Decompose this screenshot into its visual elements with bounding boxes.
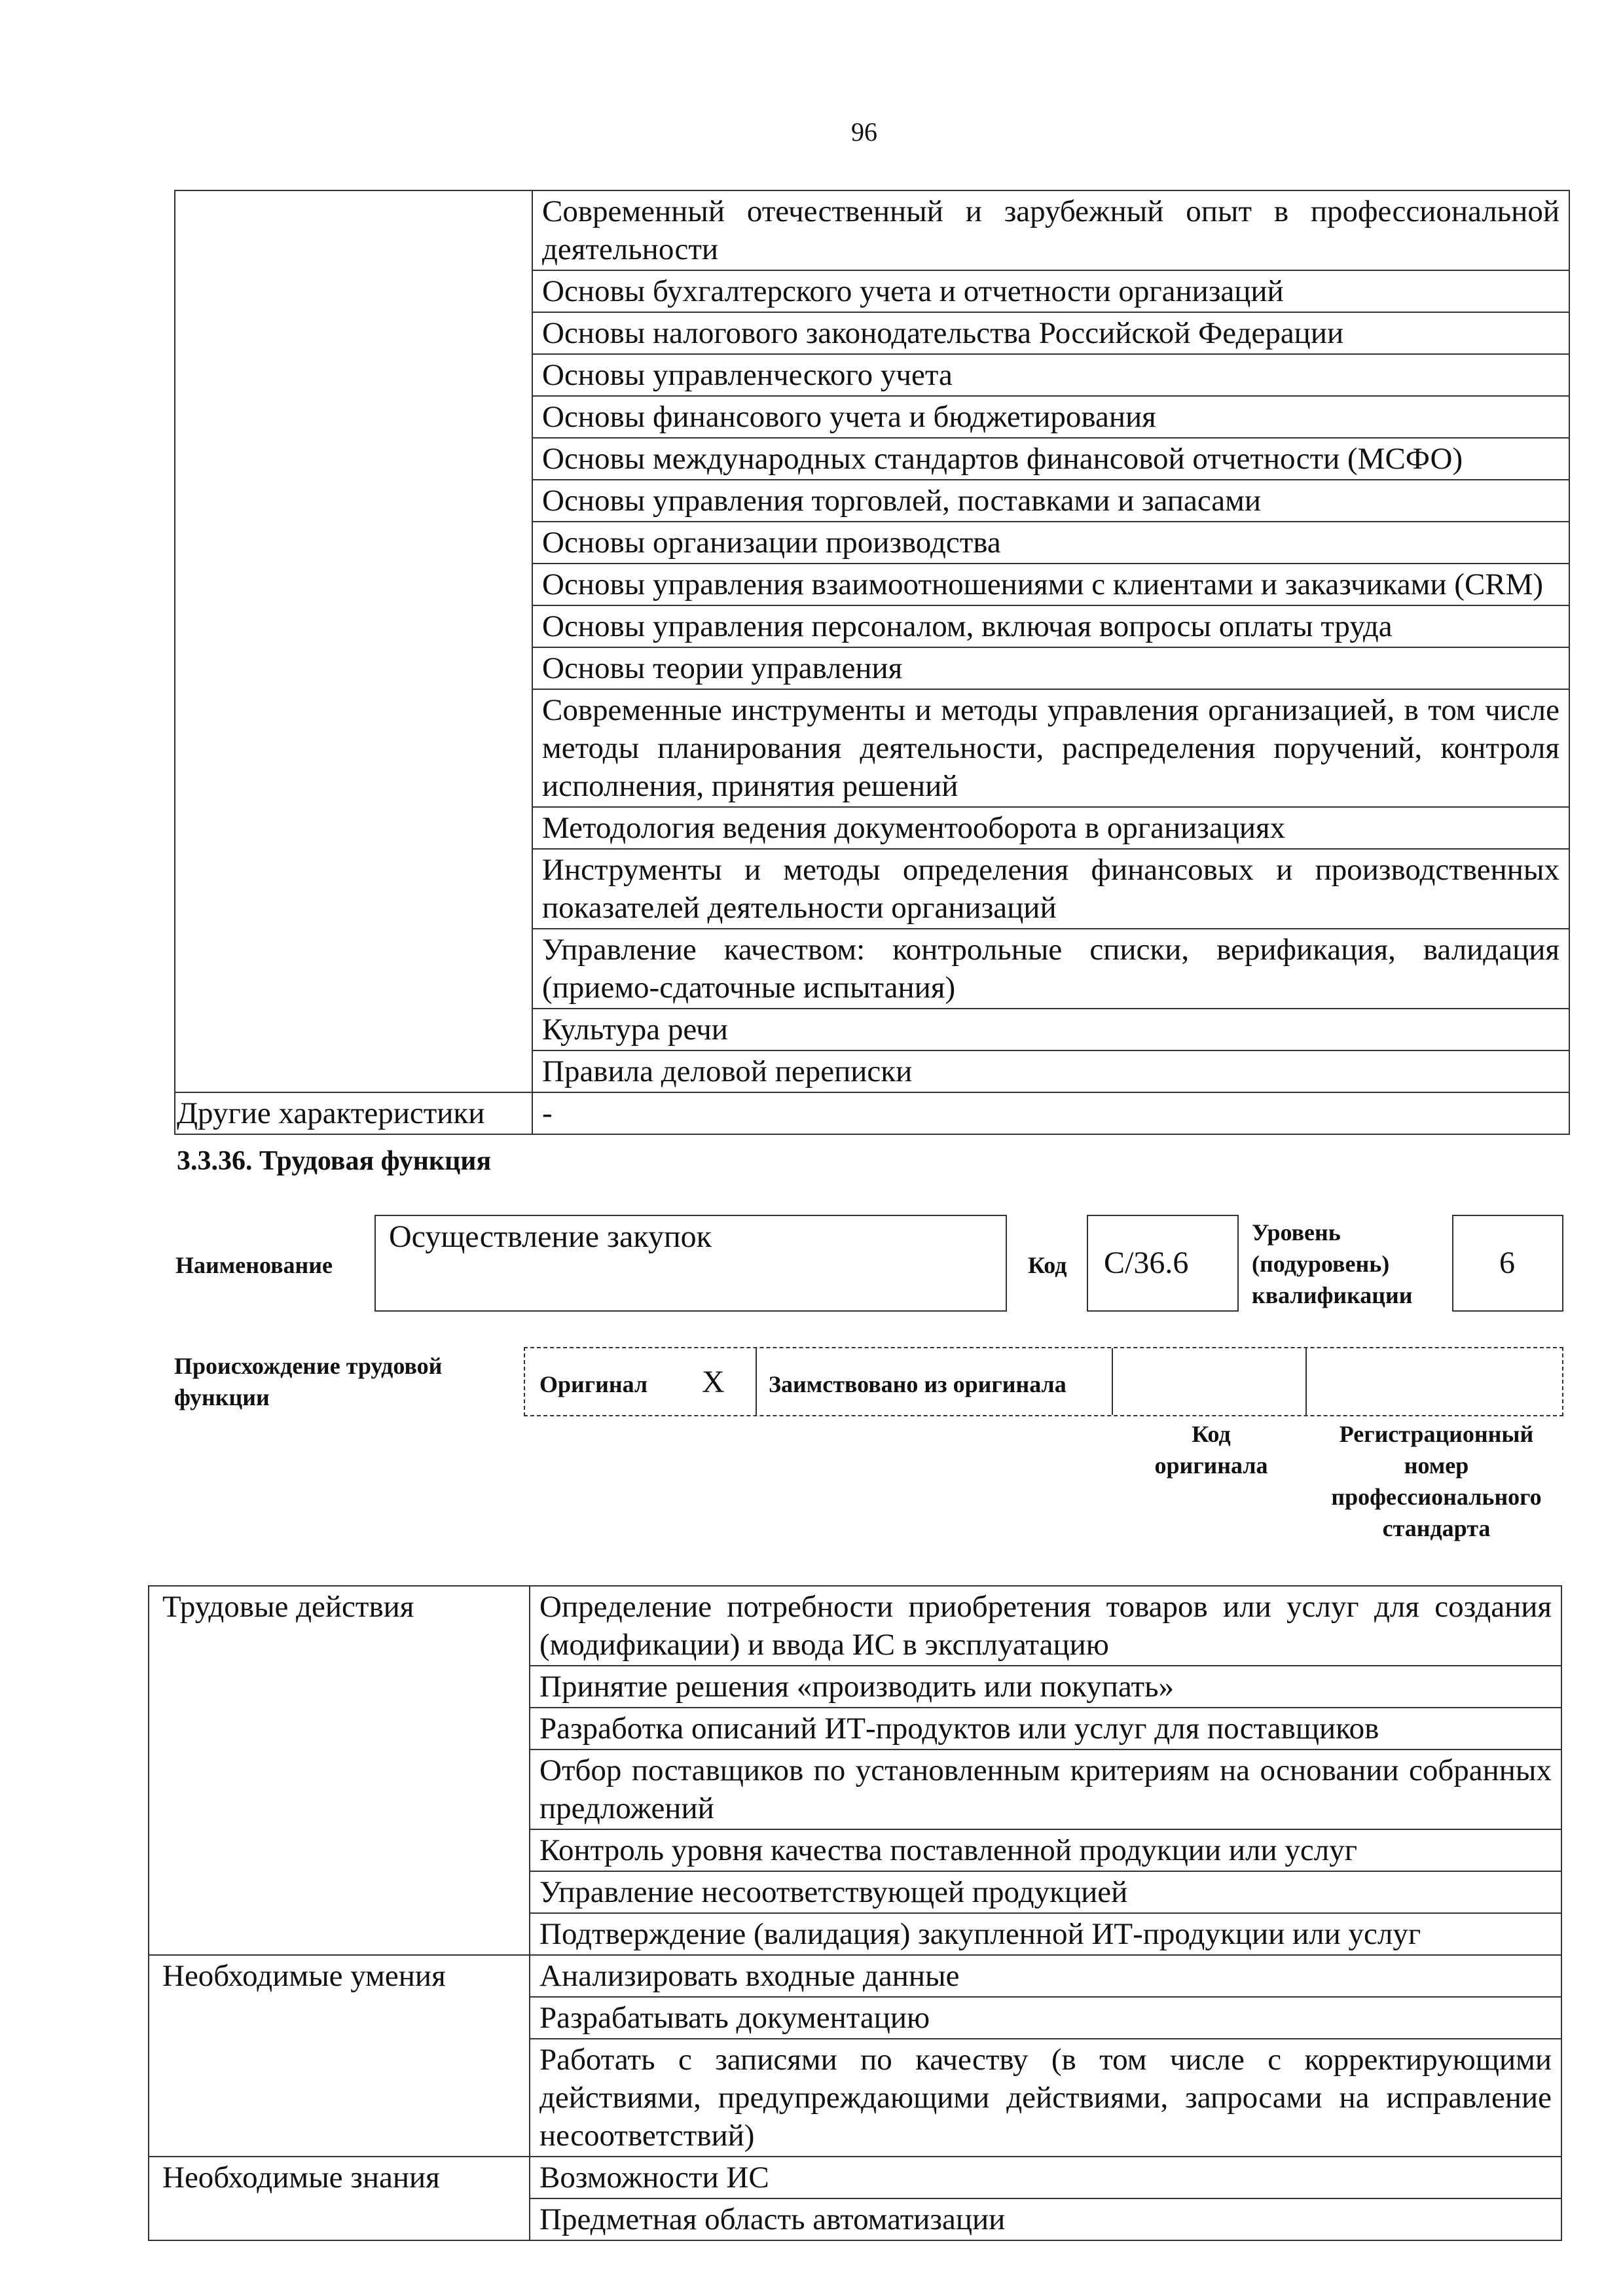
labor-action-item: Принятие решения «производить или покупать» [530, 1666, 1561, 1708]
knowledge-item: Основы управленческого учета [532, 354, 1569, 396]
section-heading: 3.3.36. Трудовая функция [177, 1146, 492, 1176]
knowledge-item: Основы международных стандартов финансовой отчетности (МСФО) [532, 438, 1569, 480]
knowledge-item: Основы управления взаимоотношениями с клиентами и заказчиками (CRM) [532, 564, 1569, 605]
knowledge-item: Основы управления персоналом, включая вопросы оплаты труда [532, 605, 1569, 647]
other-characteristics-value: - [532, 1092, 1569, 1134]
labor-action-item: Разработка описаний ИТ-продуктов или услуг для поставщиков [530, 1708, 1561, 1749]
level-label-line2: (подуровень) [1252, 1251, 1390, 1277]
origin-reg-caption-2: номер [1404, 1452, 1469, 1479]
origin-original-label: Оригинал [539, 1371, 648, 1397]
origin-divider-2 [1112, 1348, 1113, 1415]
labor-actions-label: Трудовые действия [149, 1586, 530, 1955]
function-table [148, 1585, 1562, 2241]
origin-reg-caption-4: стандарта [1382, 1515, 1491, 1541]
knowledge-req-item: Возможности ИС [530, 2157, 1561, 2198]
origin-label-line2: функции [174, 1384, 270, 1410]
knowledge-item: Основы бухгалтерского учета и отчетности организаций [532, 270, 1569, 312]
labor-action-item: Отбор поставщиков по установленным критериям на основании собранных предложений [530, 1749, 1561, 1829]
knowledge-item: Основы налогового законодательства Российской Федерации [532, 312, 1569, 354]
origin-borrowed-label: Заимствовано из оригинала [769, 1371, 1067, 1397]
level-label-line1: Уровень [1252, 1219, 1341, 1246]
origin-row [524, 1347, 1563, 1416]
skill-item: Анализировать входные данные [530, 1955, 1561, 1997]
level-value-box [1452, 1215, 1563, 1312]
origin-divider-3 [1305, 1348, 1307, 1415]
origin-code-caption-2: оригинала [1154, 1452, 1268, 1479]
knowledge-item: Основы теории управления [532, 647, 1569, 689]
knowledge-item: Методология ведения документооборота в организациях [532, 807, 1569, 849]
knowledge-item: Правила деловой переписки [532, 1050, 1569, 1092]
knowledge-item: Современные инструменты и методы управления организацией, в том числе методы планирования деятельности, распределения поручений, контроля исполнения, принятия решений [532, 689, 1569, 807]
origin-code-caption-1: Код [1192, 1421, 1231, 1447]
knowledge-req-item: Предметная область автоматизации [530, 2198, 1561, 2240]
labor-action-item: Определение потребности приобретения товаров или услуг для создания (модификации) и ввода ИС в эксплуатацию [530, 1586, 1561, 1666]
labor-action-item: Подтверждение (валидация) закупленной ИТ-продукции или услуг [530, 1913, 1561, 1955]
knowledge-item: Инструменты и методы определения финансовых и производственных показателей деятельности организаций [532, 849, 1569, 929]
labor-action-item: Управление несоответствующей продукцией [530, 1871, 1561, 1913]
knowledge-item: Управление качеством: контрольные списки, верификация, валидация (приемо-сдаточные испытания) [532, 929, 1569, 1009]
code-value: C/36.6 [1104, 1246, 1189, 1280]
required-knowledge-label: Необходимые знания [149, 2157, 530, 2240]
origin-divider-1 [756, 1348, 757, 1415]
code-value-box [1087, 1215, 1239, 1312]
knowledge-item: Культура речи [532, 1009, 1569, 1050]
name-value-box [374, 1215, 1007, 1312]
page-number: 96 [851, 117, 877, 147]
level-value: 6 [1499, 1246, 1515, 1280]
knowledge-item: Основы финансового учета и бюджетирования [532, 396, 1569, 438]
origin-reg-caption-1: Регистрационный [1339, 1421, 1534, 1447]
knowledge-item: Основы организации производства [532, 522, 1569, 564]
name-value: Осуществление закупок [389, 1219, 712, 1254]
labor-action-item: Контроль уровня качества поставленной продукции или услуг [530, 1829, 1561, 1871]
origin-reg-caption-3: профессионального [1331, 1484, 1542, 1510]
skill-item: Работать с записями по качеству (в том числе с корректирующими действиями, предупреждающими действиями, запросами на исправление несоответствий) [530, 2039, 1561, 2157]
name-label: Наименование [175, 1252, 333, 1278]
knowledge-item: Современный отечественный и зарубежный опыт в профессиональной деятельности [532, 190, 1569, 270]
level-label-line3: квалификации [1252, 1282, 1413, 1308]
knowledge-label-cell [175, 190, 532, 1092]
code-label: Код [1028, 1252, 1067, 1278]
origin-original-mark: X [702, 1365, 725, 1399]
knowledge-table [174, 190, 1570, 1135]
other-characteristics-label: Другие характеристики [175, 1092, 532, 1134]
skill-item: Разрабатывать документацию [530, 1997, 1561, 2039]
knowledge-item: Основы управления торговлей, поставками и запасами [532, 480, 1569, 522]
origin-label-line1: Происхождение трудовой [174, 1353, 443, 1379]
required-skills-label: Необходимые умения [149, 1955, 530, 2157]
